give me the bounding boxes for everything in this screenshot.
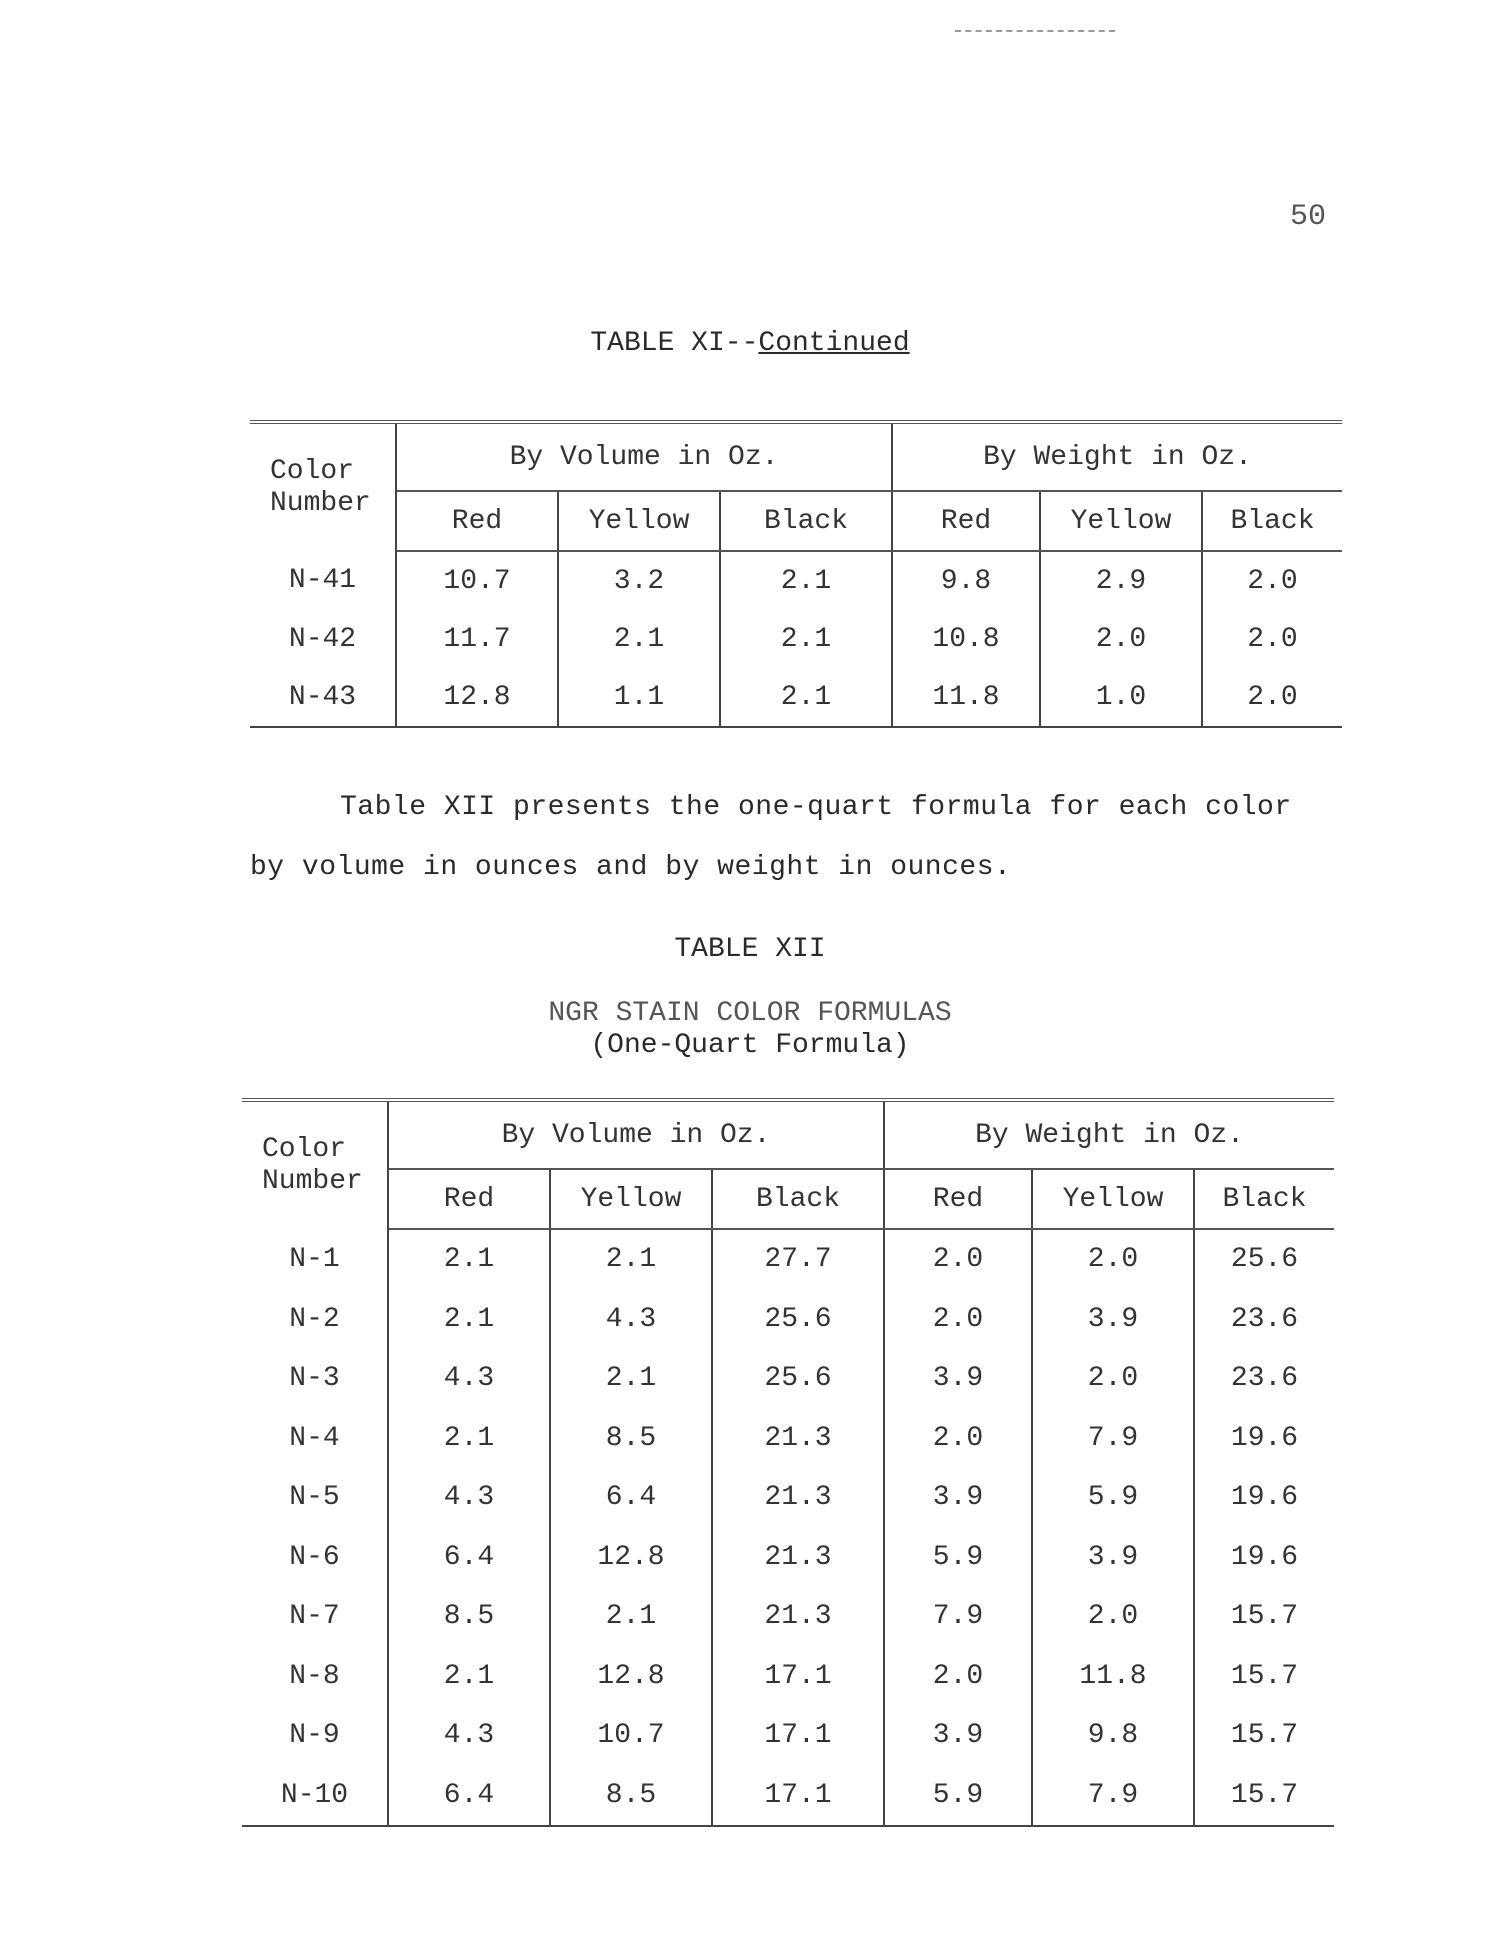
table-row	[242, 1647, 1334, 1707]
volume-black-cell: 21.3	[712, 1528, 884, 1588]
volume-red-cell: 2.1	[388, 1409, 550, 1469]
table-row	[242, 1766, 1334, 1827]
weight-black-cell: 19.6	[1230, 1422, 1299, 1454]
volume-yellow-cell: 8.5	[550, 1409, 712, 1469]
body-paragraph	[250, 778, 1340, 898]
volume-yellow-cell: 8.5	[550, 1766, 712, 1827]
weight-red-cell: 3.9	[884, 1349, 1032, 1409]
weight-black-cell: 25.6	[1230, 1244, 1299, 1276]
by-volume-header: By Volume in Oz.	[396, 422, 892, 491]
table-xii-caption: TABLE XII	[674, 934, 826, 965]
weight-yellow-cell: 7.9	[1032, 1766, 1194, 1827]
volume-red-cell: 4.3	[388, 1349, 550, 1409]
table-row	[250, 551, 1342, 610]
weight-black-cell: 15.7	[1230, 1779, 1299, 1811]
table-xii-subtitle: (One-Quart Formula)	[590, 1030, 910, 1061]
weight-yellow-cell: 3.9	[1032, 1528, 1194, 1588]
weight-yellow-cell: 2.0	[1040, 610, 1202, 668]
weight-yellow-header: Yellow	[1032, 1169, 1194, 1229]
volume-black-cell: 17.1	[712, 1647, 884, 1707]
volume-yellow-cell: 1.1	[558, 668, 720, 727]
weight-red-cell: 2.0	[884, 1290, 1032, 1350]
weight-red-cell: 5.9	[884, 1528, 1032, 1588]
weight-black-cell: 2.0	[1247, 681, 1298, 713]
color-number-cell: N-6	[242, 1528, 388, 1588]
volume-yellow-cell: 12.8	[550, 1647, 712, 1707]
volume-yellow-cell: 2.1	[550, 1349, 712, 1409]
weight-black-cell: 2.0	[1247, 565, 1298, 597]
weight-black-cell: 15.7	[1230, 1720, 1299, 1752]
volume-black-cell: 25.6	[712, 1290, 884, 1350]
table-xi	[250, 420, 1342, 728]
weight-red-cell: 5.9	[884, 1766, 1032, 1827]
volume-black-cell: 27.7	[712, 1229, 884, 1290]
volume-yellow-cell: 10.7	[550, 1706, 712, 1766]
weight-red-cell: 2.0	[884, 1409, 1032, 1469]
table-xi-caption-continued: Continued	[758, 328, 910, 359]
weight-red-cell: 2.0	[884, 1229, 1032, 1290]
color-number-cell: N-3	[242, 1349, 388, 1409]
table-row	[250, 668, 1342, 727]
volume-red-cell: 2.1	[388, 1647, 550, 1707]
weight-yellow-cell: 5.9	[1032, 1468, 1194, 1528]
volume-black-cell: 2.1	[720, 668, 892, 727]
color-number-cell: N-2	[242, 1290, 388, 1350]
weight-black-header: Black	[1194, 1169, 1334, 1229]
weight-yellow-cell: 2.0	[1032, 1229, 1194, 1290]
volume-red-cell: 6.4	[388, 1766, 550, 1827]
volume-red-cell: 12.8	[396, 668, 558, 727]
volume-black-header: Black	[720, 491, 892, 551]
table-row	[242, 1229, 1334, 1290]
weight-black-cell: 19.6	[1230, 1541, 1299, 1573]
table-row	[242, 1409, 1334, 1469]
volume-red-header: Red	[388, 1169, 550, 1229]
color-number-cell: N-43	[250, 668, 396, 727]
weight-black-cell: 2.0	[1247, 623, 1298, 655]
weight-red-header: Red	[884, 1169, 1032, 1229]
volume-black-cell: 17.1	[712, 1766, 884, 1827]
volume-yellow-cell: 6.4	[550, 1468, 712, 1528]
weight-yellow-cell: 3.9	[1032, 1290, 1194, 1350]
by-weight-header: By Weight in Oz.	[884, 1100, 1334, 1169]
table-row	[242, 1468, 1334, 1528]
table-row	[242, 1290, 1334, 1350]
volume-red-cell: 8.5	[388, 1587, 550, 1647]
paragraph-line-2: by volume in ounces and by weight in ounces.	[250, 852, 1012, 883]
table-xii	[242, 1098, 1334, 1827]
top-scan-mark	[955, 30, 1115, 32]
page-number: 50	[1290, 200, 1327, 234]
color-number-cell: N-9	[242, 1706, 388, 1766]
color-number-cell: N-5	[242, 1468, 388, 1528]
volume-red-header: Red	[396, 491, 558, 551]
volume-yellow-header: Yellow	[558, 491, 720, 551]
weight-yellow-cell: 9.8	[1032, 1706, 1194, 1766]
volume-black-cell: 25.6	[712, 1349, 884, 1409]
color-number-cell: N-1	[242, 1229, 388, 1290]
weight-yellow-cell: 7.9	[1032, 1409, 1194, 1469]
weight-red-cell: 2.0	[884, 1647, 1032, 1707]
weight-yellow-header: Yellow	[1040, 491, 1202, 551]
weight-black-cell: 23.6	[1230, 1363, 1299, 1395]
weight-yellow-cell: 2.0	[1032, 1349, 1194, 1409]
table-xi-caption-prefix: TABLE XI--	[590, 328, 759, 359]
table-row	[250, 610, 1342, 668]
volume-black-cell: 21.3	[712, 1409, 884, 1469]
volume-red-cell: 10.7	[396, 551, 558, 610]
volume-yellow-cell: 2.1	[558, 610, 720, 668]
volume-red-cell: 2.1	[388, 1290, 550, 1350]
table-row	[242, 1349, 1334, 1409]
color-number-cell: N-41	[250, 551, 396, 610]
weight-red-cell: 3.9	[884, 1706, 1032, 1766]
volume-red-cell: 11.7	[396, 610, 558, 668]
weight-yellow-cell: 1.0	[1040, 668, 1202, 727]
weight-red-cell: 11.8	[892, 668, 1040, 727]
color-number-cell: N-42	[250, 610, 396, 668]
weight-black-cell: 15.7	[1230, 1601, 1299, 1633]
weight-yellow-cell: 2.0	[1032, 1587, 1194, 1647]
volume-red-cell: 4.3	[388, 1468, 550, 1528]
volume-red-cell: 2.1	[388, 1229, 550, 1290]
volume-yellow-cell: 12.8	[550, 1528, 712, 1588]
volume-black-header: Black	[712, 1169, 884, 1229]
volume-yellow-cell: 2.1	[550, 1587, 712, 1647]
weight-yellow-cell: 11.8	[1032, 1647, 1194, 1707]
volume-black-cell: 21.3	[712, 1468, 884, 1528]
color-number-cell: N-7	[242, 1587, 388, 1647]
paragraph-line-1: Table XII presents the one-quart formula for each color	[340, 792, 1292, 823]
weight-black-header: Black	[1202, 491, 1342, 551]
color-number-cell: N-4	[242, 1409, 388, 1469]
volume-yellow-cell: 2.1	[550, 1229, 712, 1290]
color-number-header: Color Number	[242, 1100, 388, 1229]
table-xii-title: NGR STAIN COLOR FORMULAS	[548, 998, 952, 1029]
by-volume-header: By Volume in Oz.	[388, 1100, 884, 1169]
weight-yellow-cell: 2.9	[1040, 551, 1202, 610]
weight-black-cell: 23.6	[1230, 1303, 1299, 1335]
color-number-cell: N-8	[242, 1647, 388, 1707]
weight-red-cell: 10.8	[892, 610, 1040, 668]
volume-yellow-cell: 4.3	[550, 1290, 712, 1350]
volume-black-cell: 21.3	[712, 1587, 884, 1647]
color-number-header: Color Number	[250, 422, 396, 551]
table-xi-caption	[0, 328, 1500, 359]
volume-yellow-header: Yellow	[550, 1169, 712, 1229]
table-row	[242, 1587, 1334, 1647]
by-weight-header: By Weight in Oz.	[892, 422, 1342, 491]
volume-black-cell: 17.1	[712, 1706, 884, 1766]
weight-red-cell: 3.9	[884, 1468, 1032, 1528]
weight-black-cell: 15.7	[1230, 1660, 1299, 1692]
table-row	[242, 1706, 1334, 1766]
volume-red-cell: 4.3	[388, 1706, 550, 1766]
weight-red-cell: 7.9	[884, 1587, 1032, 1647]
volume-yellow-cell: 3.2	[558, 551, 720, 610]
color-number-cell: N-10	[242, 1766, 388, 1827]
weight-red-header: Red	[892, 491, 1040, 551]
weight-black-cell: 19.6	[1230, 1482, 1299, 1514]
volume-red-cell: 6.4	[388, 1528, 550, 1588]
volume-black-cell: 2.1	[720, 610, 892, 668]
weight-red-cell: 9.8	[892, 551, 1040, 610]
table-row	[242, 1528, 1334, 1588]
volume-black-cell: 2.1	[720, 551, 892, 610]
